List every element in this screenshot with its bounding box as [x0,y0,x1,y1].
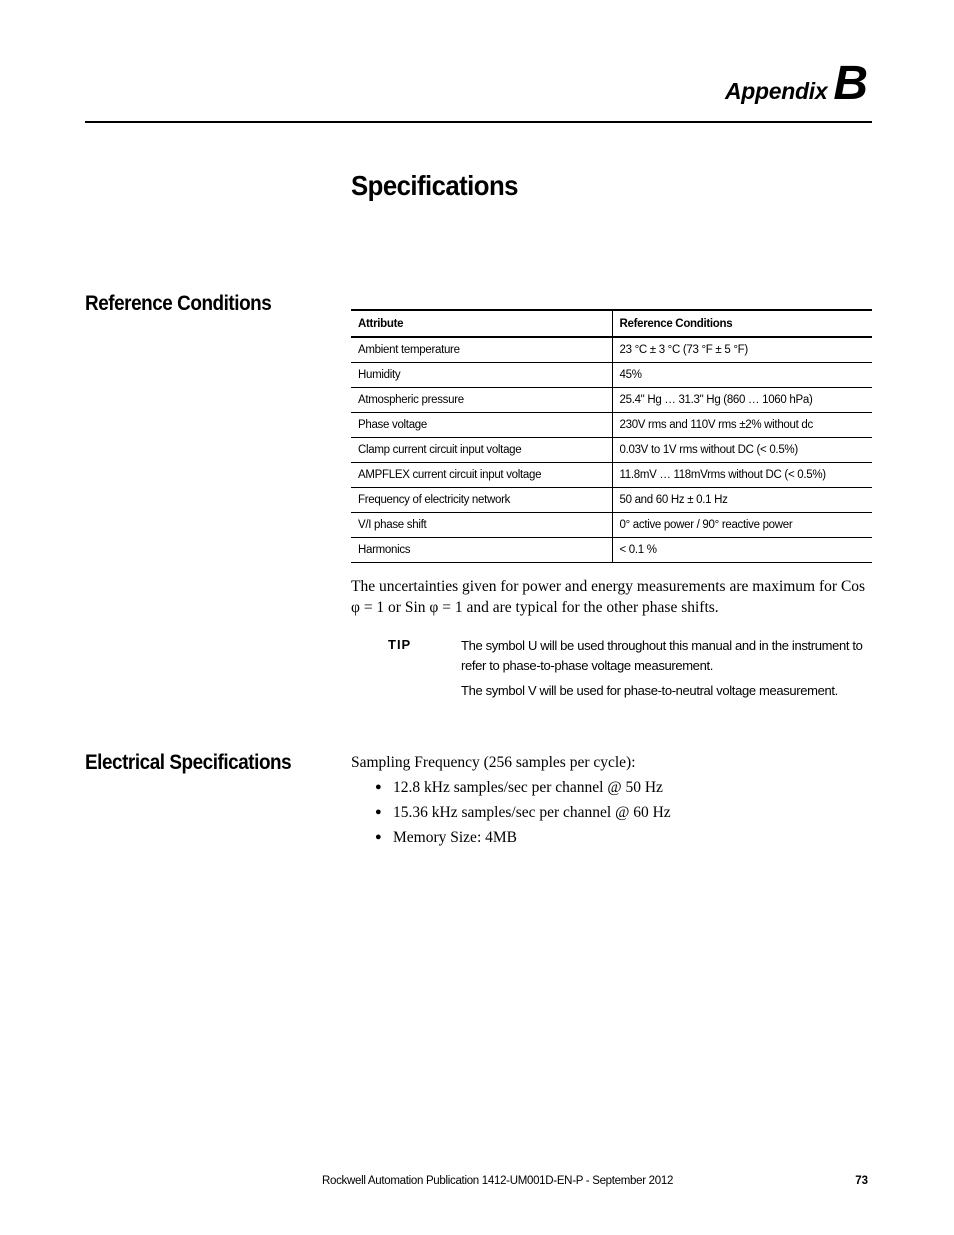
tip-label: TIP [388,637,412,652]
table-row [351,438,872,463]
table-cell-attribute: V/I phase shift [351,513,612,538]
table-cell-attribute: Atmospheric pressure [351,388,612,413]
table-cell-attribute: Frequency of electricity network [351,488,612,513]
table-cell-value: 50 and 60 Hz ± 0.1 Hz [612,488,872,513]
table-cell-value: 11.8mV … 118mVrms without DC (< 0.5%) [612,463,872,488]
table-cell-value: 45% [612,363,872,388]
section-heading-reference-conditions: Reference Conditions [85,292,272,315]
appendix-label: Appendix [724,78,828,104]
table-header-reference-conditions: Reference Conditions [612,310,872,337]
table-header-row [351,310,872,337]
table-row [351,513,872,538]
table-row [351,538,872,563]
tip-line: The symbol U will be used throughout this manual and in the instrument to refer to phase-to-phase voltage measurement. [461,638,863,673]
tip-line: The symbol V will be used for phase-to-neutral voltage measurement. [461,683,838,698]
appendix-header [724,57,868,110]
header-divider [85,121,872,123]
list-item-text: 15.36 kHz samples/sec per channel @ 60 Hz [393,804,671,821]
table-cell-attribute: Harmonics [351,538,612,563]
bullet-icon: ● [375,781,382,793]
table-cell-value: < 0.1 % [612,538,872,563]
uncertainty-paragraph: The uncertainties given for power and energy measurements are maximum for Cos φ = 1 or Sin φ = 1 and are typical for the other phase shifts. [351,578,866,616]
sampling-frequency-intro: Sampling Frequency (256 samples per cycle): [351,754,636,771]
table-cell-attribute: Clamp current circuit input voltage [351,438,612,463]
table-cell-value: 25.4" Hg … 31.3" Hg (860 … 1060 hPa) [612,388,872,413]
table-cell-attribute: Ambient temperature [351,337,612,363]
table-row [351,388,872,413]
table-cell-attribute: Phase voltage [351,413,612,438]
table-cell-attribute: AMPFLEX current circuit input voltage [351,463,612,488]
table-cell-value: 0.03V to 1V rms without DC (< 0.5%) [612,438,872,463]
table-cell-value: 0° active power / 90° reactive power [612,513,872,538]
table-cell-value: 230V rms and 110V rms ±2% without dc [612,413,872,438]
list-item [375,827,671,852]
electrical-spec-list [375,777,671,852]
table-header-attribute: Attribute [351,310,612,337]
table-row [351,463,872,488]
appendix-letter: B [833,57,868,110]
list-item-text: 12.8 kHz samples/sec per channel @ 50 Hz [393,779,663,796]
table-row [351,363,872,388]
page-title: Specifications [351,170,518,201]
tip-content [461,636,872,701]
table-row [351,413,872,438]
table-cell-value: 23 °C ± 3 °C (73 °F ± 5 °F) [612,337,872,363]
list-item-text: Memory Size: 4MB [393,829,517,846]
reference-conditions-table [351,309,872,563]
page-number: 73 [855,1175,868,1187]
list-item [375,777,671,802]
bullet-icon: ● [375,806,382,818]
section-heading-electrical-specifications: Electrical Specifications [85,751,292,774]
footer-publication: Rockwell Automation Publication 1412-UM001D-EN-P - September 2012 [322,1175,674,1187]
table-row [351,488,872,513]
table-cell-attribute: Humidity [351,363,612,388]
bullet-icon: ● [375,831,382,843]
table-row [351,337,872,363]
list-item [375,802,671,827]
